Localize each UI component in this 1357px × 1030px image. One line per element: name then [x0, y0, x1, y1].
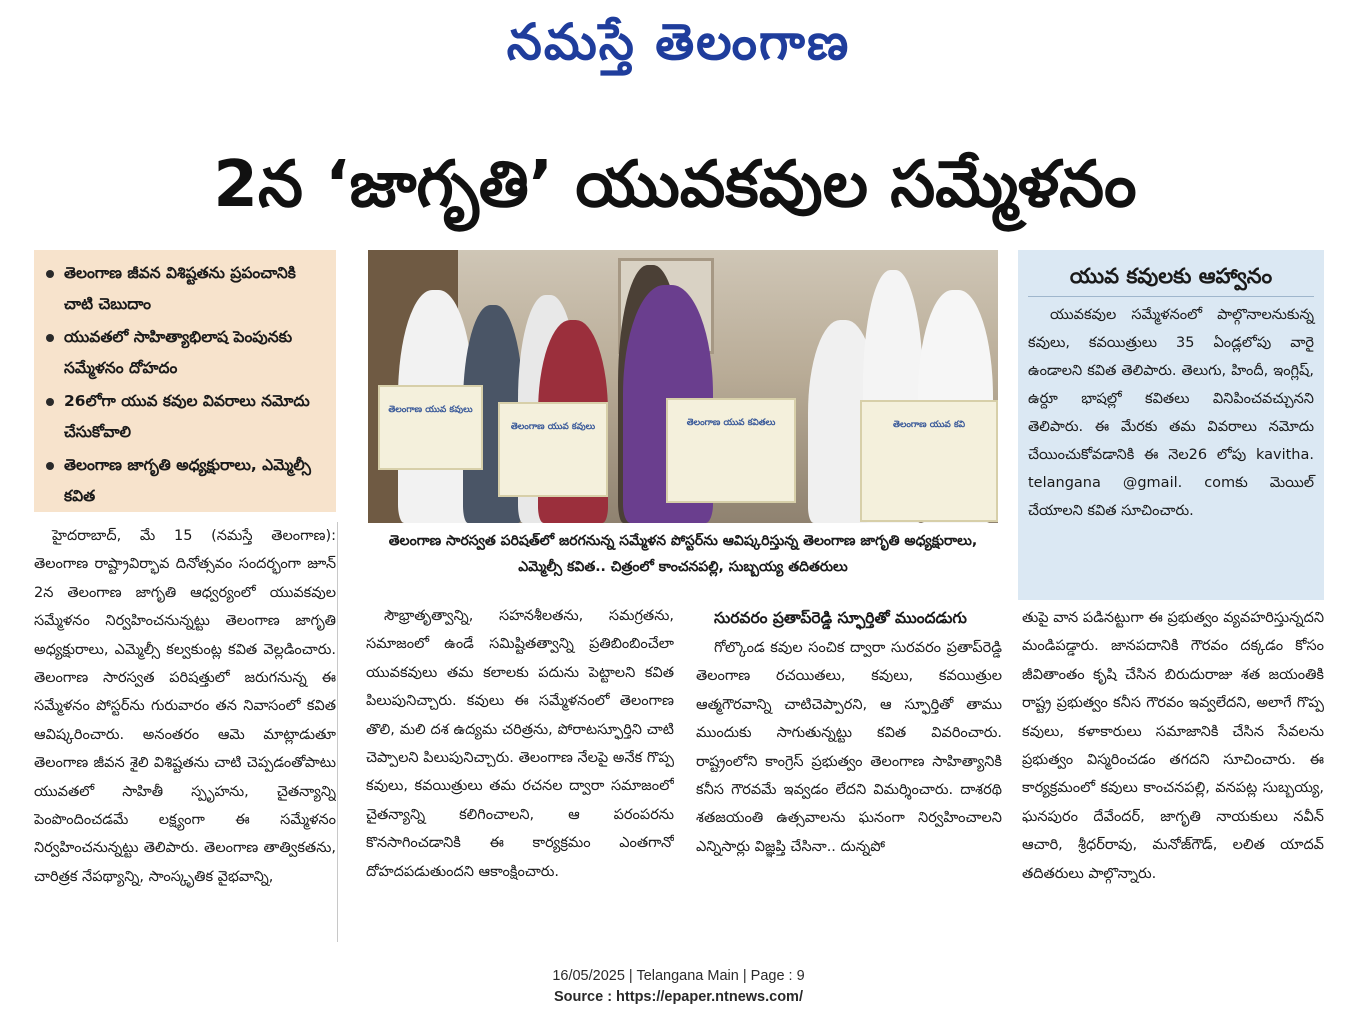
highlight-item: తెలంగాణ జాగృతి అధ్యక్షురాలు, ఎమ్మెల్సీ కవిత — [44, 450, 328, 512]
highlights-box — [34, 250, 336, 512]
highlight-item: 26లోగా యువ కవుల వివరాలు నమోదు చేసుకోవాలి — [44, 386, 328, 448]
article-subhead: సురవరం ప్రతాప్‌రెడ్డి స్ఫూర్తితో ముందడుగు — [714, 609, 967, 627]
article-column-2 — [366, 602, 674, 942]
column-divider — [337, 522, 338, 942]
sidebar-body: యువకవుల సమ్మేళనంలో పాల్గొనాలనుకున్న కవులు, కవయిత్రులు 35 ఏండ్లలోపు వారై ఉండాలని కవిత తెలిపారు. తెలుగు, హిందీ, ఇంగ్లిష్‌, ఉర్దూ భాషల్లో కవితలు వినిపించవచ్చునని తెలిపారు. ఈ మేరకు తమ వివరాలు నమోదు చేయించుకోవడానికి ఈ నెల26 లోపు kavitha. telangana @gmail. comకు మెయిల్‌ చేయాలని కవిత సూచించారు. — [1028, 307, 1314, 519]
sidebar-box — [1018, 250, 1324, 600]
article-column-3 — [696, 602, 1002, 942]
highlight-item: తెలంగాణ జీవన విశిష్టతను ప్రపంచానికి చాటి చెబుదాం — [44, 258, 328, 320]
article-text: సౌభ్రాతృత్వాన్ని, సహనశీలతను, సమగ్రతను, సమాజంలో ఉండే సమిష్టితత్వాన్ని ప్రతిబింబించేలా యువకవులు తమ కలాలకు పదును పెట్టాలని కవిత పిలుపునిచ్చారు. కవులు ఈ సమ్మేళనంలో తెలంగాణ తొలి, మలి దశ ఉద్యమ చరిత్రను, పోరాటస్ఫూర్తిని చాటి చెప్పాలని పిలుపునిచ్చారు. తెలంగాణ నేలపై అనేక గొప్ప కవులు, కవయిత్రులు తమ రచనల ద్వారా సమాజంలో చైతన్యాన్ని కలిగించాలని, ఆ పరంపరను కొనసాగించడానికి ఈ కార్యక్రమం ఎంతగానో దోహదపడుతుందని ఆకాంక్షించారు. — [366, 608, 674, 880]
footer-dateline: 16/05/2025 | Telangana Main | Page : 9 — [552, 968, 805, 984]
page-footer — [0, 966, 1357, 1012]
masthead-logo: నమస్తే తెలంగాణ — [506, 13, 851, 71]
sidebar-title: యువ కవులకు ఆహ్వానం — [1028, 256, 1314, 297]
highlight-item: యువతలో సాహిత్యాభిలాష పెంపునకు సమ్మేళనం దోహదం — [44, 322, 328, 384]
photo-caption: తెలంగాణ సారస్వత పరిషత్‌లో జరగనున్న సమ్మేళన పోస్టర్‌ను ఆవిష్కరిస్తున్న తెలంగాణ జాగృతి అధ్యక్షురాలు, ఎమ్మెల్సీ కవిత.. చిత్రంలో కాంచనపల్లి, సుబ్బయ్య తదితరులు — [388, 533, 978, 575]
news-photo — [368, 250, 998, 523]
event-poster: తెలంగాణ యువ కవులు — [498, 402, 608, 497]
event-poster: తెలంగాణ యువ కవితలు — [666, 398, 796, 503]
footer-source: Source : https://epaper.ntnews.com/ — [554, 989, 803, 1005]
article-column-1 — [34, 522, 336, 942]
article-text: గోల్కొండ కవుల సంచిక ద్వారా సురవరం ప్రతాప్‌రెడ్డి తెలంగాణ రచయితలు, కవులు, కవయిత్రుల ఆత్మగౌరవాన్ని చాటిచెప్పారని, ఆ స్ఫూర్తితో తాము ముందుకు సాగుతున్నట్టు కవిత వివరించారు. రాష్ట్రంలోని కాంగ్రెస్‌ ప్రభుత్వం తెలంగాణ సాహిత్యానికి కనీస గౌరవమే ఇవ్వడం లేదని విమర్శించారు. దాశరథి శతజయంతి ఉత్సవాలను ఘనంగా నిర్వహించాలని ఎన్నిసార్లు విజ్ఞప్తి చేసినా.. దున్నపో — [696, 640, 1002, 855]
article-text: హైదరాబాద్‌, మే 15 (నమస్తే తెలంగాణ): తెలంగాణ రాష్ట్రావిర్భావ దినోత్సవం సందర్భంగా జూన్‌ 2న తెలంగాణ జాగృతి ఆధ్వర్యంలో యువకవుల సమ్మేళనం నిర్వహించనున్నట్టు తెలంగాణ జాగృతి అధ్యక్షురాలు, ఎమ్మెల్సీ కల్వకుంట్ల కవిత వెల్లడించారు. తెలంగాణ సారస్వత పరిషత్తులో జరుగనున్న ఈ సమ్మేళనం పోస్టర్‌ను గురువారం తన నివాసంలో కవిత ఆవిష్కరించారు. అనంతరం ఆమె మాట్లాడుతూ తెలంగాణ జీవన శైలి విశిష్టతను చాటి చెప్పడంతోపాటు యువతలో సాహితీ స్పృహను, చైతన్యాన్ని పెంపొందించడమే లక్ష్యంగా ఈ సమ్మేళనం నిర్వహించనున్నట్టు తెలిపారు. తెలంగాణ తాత్వికతను, చారిత్రక నేపథ్యాన్ని, సాంస్కృతిక వైభవాన్ని, — [34, 528, 336, 885]
headline: 2న ‘జాగృతి’ యువకవుల సమ్మేళనం — [213, 148, 1137, 222]
event-poster: తెలంగాణ యువ కవులు — [378, 385, 483, 470]
event-poster: తెలంగాణ యువ కవి — [860, 400, 998, 522]
article-text: తుపై వాన పడినట్టుగా ఈ ప్రభుత్వం వ్యవహరిస్తున్నదని మండిపడ్డారు. జానపదానికి గౌరవం దక్కడం కోసం జీవితాంతం కృషి చేసిన బిరుదురాజు శత జయంతికి రాష్ట్ర ప్రభుత్వం కనీస గౌరవం ఇవ్వలేదని, అలాగే గొప్ప కవులు, కళాకారులు సమాజానికి చేసిన సేవలను ప్రభుత్వం విస్మరించడం తగదని సూచించారు. ఈ కార్యక్రమంలో కవులు కాంచనపల్లి, వనపట్ల సుబ్బయ్య, ఘనపురం దేవేందర్‌, జాగృతి నాయకులు నవీన్‌ ఆచారి, శ్రీధర్‌రావు, మనోజ్‌గౌడ్‌, లలిత యాదవ్‌ తదితరులు పాల్గొన్నారు. — [1022, 610, 1324, 882]
article-column-4 — [1022, 604, 1324, 942]
